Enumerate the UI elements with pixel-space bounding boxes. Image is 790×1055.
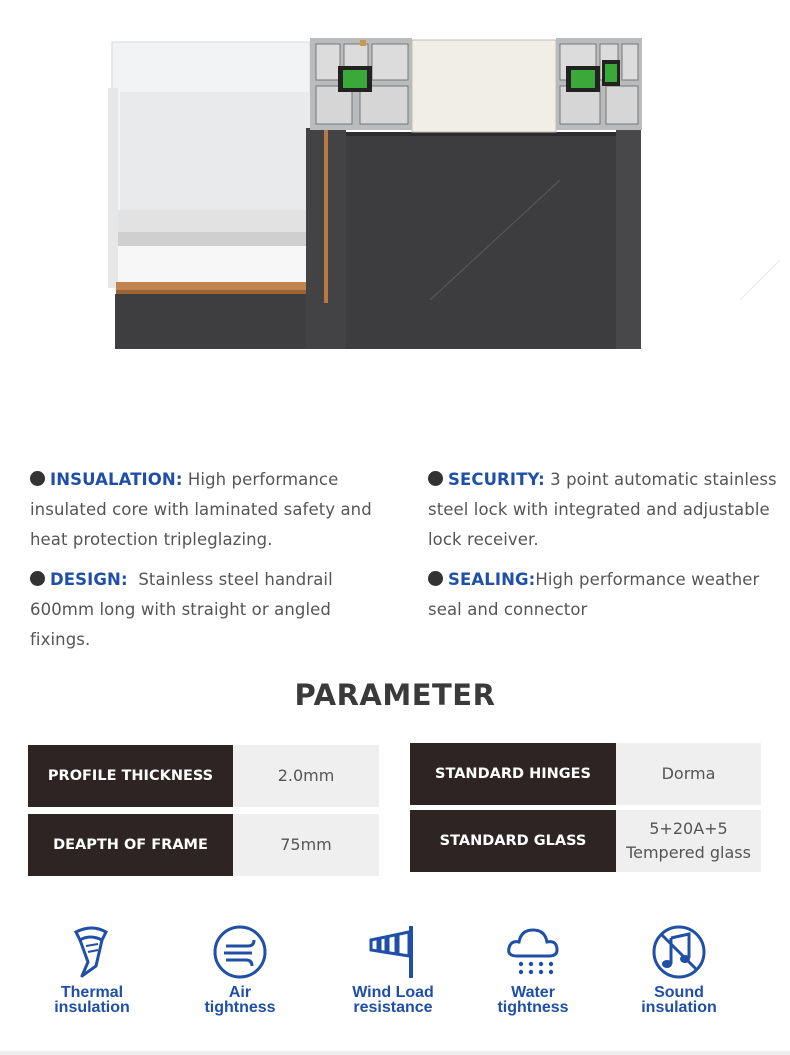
feature-key: SECURITY:	[448, 470, 545, 489]
param-value-profile-thickness: 2.0mm	[233, 745, 379, 807]
param-label-depth-of-frame: DEAPTH OF FRAME	[28, 814, 233, 876]
feature-sealing	[428, 565, 773, 625]
icon-label: Sound insulation	[641, 984, 717, 1016]
param-value-depth-of-frame: 75mm	[233, 814, 379, 876]
feature-icon-sound-insulation	[614, 922, 744, 1015]
feature-design	[30, 565, 360, 655]
param-value-standard-glass: 5+20A+5 Tempered glass	[616, 810, 761, 872]
feature-insulation	[30, 465, 390, 555]
feature-icon-air-tightness	[175, 922, 305, 1015]
bullet-icon	[30, 571, 45, 586]
bullet-icon	[428, 471, 443, 486]
feature-text: High performance insulated core with laminated safety and heat protection tripleglazing.	[30, 470, 372, 549]
feature-icon-wind-load-resistance	[328, 922, 458, 1015]
param-label-standard-hinges: STANDARD HINGES	[410, 743, 616, 805]
param-value-standard-hinges: Dorma	[616, 743, 761, 805]
feature-key: DESIGN:	[50, 570, 128, 589]
param-label-profile-thickness: PROFILE THICKNESS	[28, 745, 233, 807]
sound-insulation-icon	[649, 922, 709, 982]
thermal-insulation-icon	[62, 922, 122, 982]
icon-label: Air tightness	[204, 984, 276, 1016]
window-profile-cross-section-illustration	[0, 0, 790, 420]
wind-load-resistance-icon	[363, 922, 423, 982]
bullet-icon	[428, 571, 443, 586]
feature-key: SEALING:	[448, 570, 536, 589]
water-tightness-icon	[503, 922, 563, 982]
feature-text: Stainless steel handrail 600mm long with straight or angled fixings.	[30, 570, 339, 649]
feature-icon-water-tightness	[468, 922, 598, 1015]
icon-label: Thermal insulation	[54, 984, 130, 1016]
param-label-standard-glass: STANDARD GLASS	[410, 810, 616, 872]
icon-label: Water tightness	[497, 984, 569, 1016]
parameter-title: PARAMETER	[294, 678, 496, 712]
air-tightness-icon	[210, 922, 270, 982]
feature-text: 3 point automatic stainless steel lock with integrated and adjustable lock receiver.	[428, 470, 777, 549]
feature-key: INSUALATION:	[50, 470, 183, 489]
feature-security	[428, 465, 778, 555]
icon-label: Wind Load resistance	[352, 984, 434, 1016]
feature-text: High performance weather seal and connector	[428, 570, 760, 619]
bullet-icon	[30, 471, 45, 486]
feature-icon-thermal-insulation	[27, 922, 157, 1015]
footer-divider	[0, 1051, 790, 1055]
